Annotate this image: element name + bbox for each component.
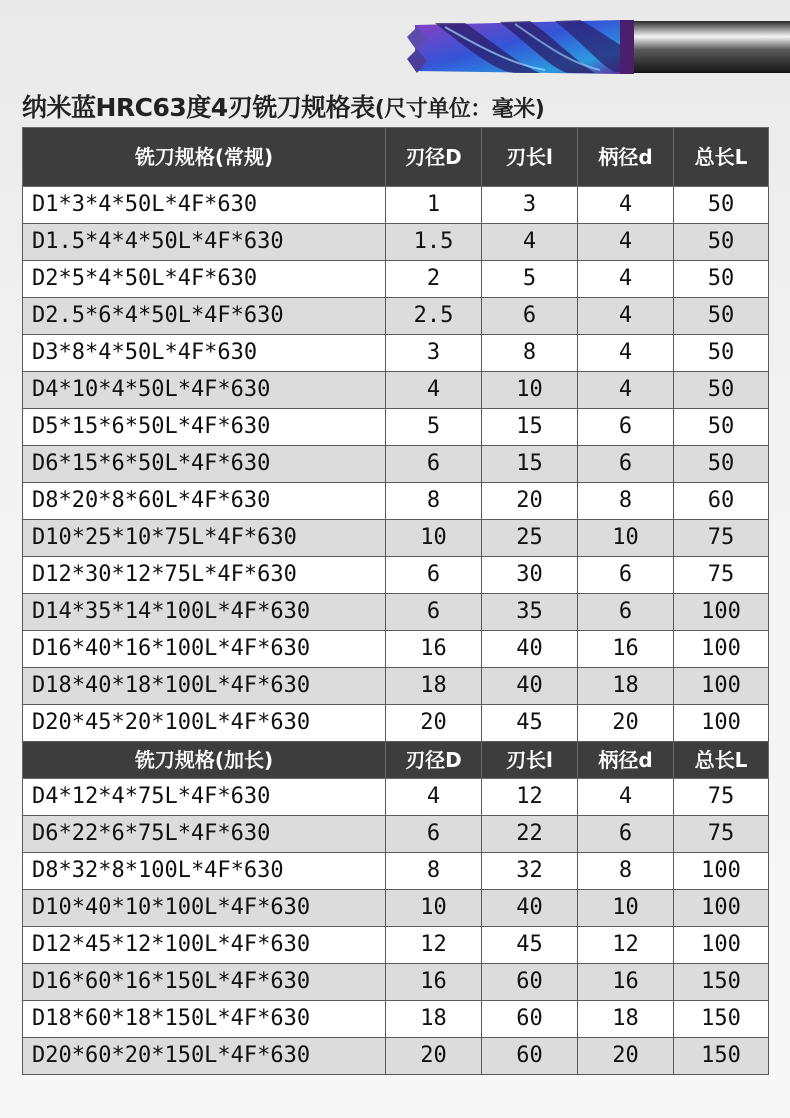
page-title <box>22 88 782 126</box>
cell-spec: D2*5*4*50L*4F*630 <box>23 261 386 298</box>
cell-blade-length: 60 <box>482 1001 578 1038</box>
cell-total-length: 100 <box>674 594 769 631</box>
cell-shank-diameter: 10 <box>578 520 674 557</box>
table-row <box>23 1001 769 1038</box>
cell-total-length: 50 <box>674 409 769 446</box>
cell-spec: D12*45*12*100L*4F*630 <box>23 927 386 964</box>
cell-spec: D18*40*18*100L*4F*630 <box>23 668 386 705</box>
table-row <box>23 1038 769 1075</box>
cell-blade-diameter: 20 <box>386 1038 482 1075</box>
cell-shank-diameter: 12 <box>578 927 674 964</box>
table-row <box>23 483 769 520</box>
cell-shank-diameter: 6 <box>578 594 674 631</box>
cell-blade-length: 10 <box>482 372 578 409</box>
cell-shank-diameter: 6 <box>578 557 674 594</box>
cell-total-length: 75 <box>674 816 769 853</box>
cell-total-length: 50 <box>674 335 769 372</box>
cell-total-length: 75 <box>674 557 769 594</box>
table-row <box>23 668 769 705</box>
cell-blade-length: 15 <box>482 409 578 446</box>
cell-shank-diameter: 8 <box>578 853 674 890</box>
header-blade-diameter: 刃径D <box>386 742 482 779</box>
cell-spec: D20*45*20*100L*4F*630 <box>23 705 386 742</box>
cell-total-length: 100 <box>674 668 769 705</box>
cell-total-length: 100 <box>674 853 769 890</box>
cell-blade-length: 60 <box>482 1038 578 1075</box>
cell-spec: D4*12*4*75L*4F*630 <box>23 779 386 816</box>
cell-blade-diameter: 6 <box>386 816 482 853</box>
cell-total-length: 100 <box>674 631 769 668</box>
cell-shank-diameter: 18 <box>578 668 674 705</box>
header-total-length: 总长L <box>674 128 769 187</box>
cell-spec: D6*15*6*50L*4F*630 <box>23 446 386 483</box>
cell-shank-diameter: 6 <box>578 409 674 446</box>
cell-shank-diameter: 16 <box>578 631 674 668</box>
table-row <box>23 594 769 631</box>
cell-shank-diameter: 4 <box>578 187 674 224</box>
header-shank-diameter: 柄径d <box>578 128 674 187</box>
cell-blade-length: 45 <box>482 927 578 964</box>
table-row <box>23 409 769 446</box>
table-row <box>23 187 769 224</box>
cell-total-length: 50 <box>674 261 769 298</box>
table-row <box>23 372 769 409</box>
cell-shank-diameter: 18 <box>578 1001 674 1038</box>
spec-table <box>22 127 769 1075</box>
end-mill-cutter-image <box>405 15 790 79</box>
cell-blade-diameter: 8 <box>386 483 482 520</box>
cell-spec: D1*3*4*50L*4F*630 <box>23 187 386 224</box>
table-row <box>23 853 769 890</box>
cell-spec: D20*60*20*150L*4F*630 <box>23 1038 386 1075</box>
cell-shank-diameter: 4 <box>578 298 674 335</box>
cell-blade-diameter: 2 <box>386 261 482 298</box>
cell-blade-length: 35 <box>482 594 578 631</box>
cell-blade-diameter: 1.5 <box>386 224 482 261</box>
cell-total-length: 75 <box>674 520 769 557</box>
table-row <box>23 298 769 335</box>
cell-shank-diameter: 4 <box>578 261 674 298</box>
cell-shank-diameter: 4 <box>578 779 674 816</box>
cell-blade-diameter: 6 <box>386 594 482 631</box>
cell-blade-length: 25 <box>482 520 578 557</box>
cell-spec: D3*8*4*50L*4F*630 <box>23 335 386 372</box>
cell-blade-diameter: 8 <box>386 853 482 890</box>
cell-blade-diameter: 10 <box>386 890 482 927</box>
cell-spec: D16*40*16*100L*4F*630 <box>23 631 386 668</box>
cell-blade-diameter: 4 <box>386 779 482 816</box>
cell-spec: D10*40*10*100L*4F*630 <box>23 890 386 927</box>
cell-blade-length: 4 <box>482 224 578 261</box>
table-row <box>23 705 769 742</box>
table-row <box>23 335 769 372</box>
cell-spec: D5*15*6*50L*4F*630 <box>23 409 386 446</box>
table-row <box>23 779 769 816</box>
table-row <box>23 261 769 298</box>
cell-blade-diameter: 16 <box>386 964 482 1001</box>
cell-spec: D2.5*6*4*50L*4F*630 <box>23 298 386 335</box>
cell-blade-diameter: 12 <box>386 927 482 964</box>
cell-blade-diameter: 10 <box>386 520 482 557</box>
cell-total-length: 100 <box>674 705 769 742</box>
table-row <box>23 927 769 964</box>
cell-blade-length: 20 <box>482 483 578 520</box>
cell-spec: D6*22*6*75L*4F*630 <box>23 816 386 853</box>
cell-blade-diameter: 6 <box>386 446 482 483</box>
cell-blade-length: 30 <box>482 557 578 594</box>
cell-blade-length: 8 <box>482 335 578 372</box>
cell-spec: D12*30*12*75L*4F*630 <box>23 557 386 594</box>
cell-total-length: 50 <box>674 298 769 335</box>
header-blade-length: 刃长l <box>482 742 578 779</box>
cell-total-length: 100 <box>674 927 769 964</box>
cell-blade-length: 5 <box>482 261 578 298</box>
cell-blade-diameter: 20 <box>386 705 482 742</box>
cell-spec: D1.5*4*4*50L*4F*630 <box>23 224 386 261</box>
cell-shank-diameter: 20 <box>578 1038 674 1075</box>
table-header-standard <box>23 128 769 187</box>
header-spec: 铣刀规格(加长) <box>23 742 386 779</box>
cell-total-length: 50 <box>674 446 769 483</box>
cell-spec: D10*25*10*75L*4F*630 <box>23 520 386 557</box>
cell-blade-length: 32 <box>482 853 578 890</box>
table-row <box>23 446 769 483</box>
cell-total-length: 150 <box>674 964 769 1001</box>
table-header-extended <box>23 742 769 779</box>
table-row <box>23 631 769 668</box>
cell-shank-diameter: 16 <box>578 964 674 1001</box>
cell-blade-diameter: 2.5 <box>386 298 482 335</box>
cell-spec: D8*20*8*60L*4F*630 <box>23 483 386 520</box>
cell-blade-diameter: 1 <box>386 187 482 224</box>
table-row <box>23 557 769 594</box>
cell-blade-length: 22 <box>482 816 578 853</box>
cell-total-length: 150 <box>674 1001 769 1038</box>
cell-total-length: 50 <box>674 187 769 224</box>
cell-shank-diameter: 6 <box>578 446 674 483</box>
cell-blade-length: 12 <box>482 779 578 816</box>
table-row <box>23 224 769 261</box>
cell-shank-diameter: 10 <box>578 890 674 927</box>
cell-total-length: 50 <box>674 372 769 409</box>
table-row <box>23 520 769 557</box>
cell-blade-length: 40 <box>482 890 578 927</box>
header-total-length: 总长L <box>674 742 769 779</box>
cell-spec: D16*60*16*150L*4F*630 <box>23 964 386 1001</box>
cell-total-length: 50 <box>674 224 769 261</box>
cell-shank-diameter: 4 <box>578 335 674 372</box>
table-row <box>23 964 769 1001</box>
cell-spec: D4*10*4*50L*4F*630 <box>23 372 386 409</box>
cell-blade-length: 45 <box>482 705 578 742</box>
cell-spec: D18*60*18*150L*4F*630 <box>23 1001 386 1038</box>
cell-shank-diameter: 6 <box>578 816 674 853</box>
cell-spec: D14*35*14*100L*4F*630 <box>23 594 386 631</box>
title-unit: (尺寸单位：毫米) <box>374 97 545 122</box>
cell-blade-diameter: 16 <box>386 631 482 668</box>
cell-shank-diameter: 20 <box>578 705 674 742</box>
cell-blade-length: 6 <box>482 298 578 335</box>
cell-blade-diameter: 5 <box>386 409 482 446</box>
table-row <box>23 890 769 927</box>
title-main: 纳米蓝HRC63度4刃铣刀规格表 <box>22 93 375 122</box>
cell-blade-diameter: 4 <box>386 372 482 409</box>
cell-blade-length: 40 <box>482 668 578 705</box>
header-blade-length: 刃长l <box>482 128 578 187</box>
header-spec: 铣刀规格(常规) <box>23 128 386 187</box>
cell-total-length: 60 <box>674 483 769 520</box>
cell-blade-diameter: 18 <box>386 1001 482 1038</box>
header-blade-diameter: 刃径D <box>386 128 482 187</box>
cell-total-length: 100 <box>674 890 769 927</box>
cell-blade-length: 3 <box>482 187 578 224</box>
cell-blade-diameter: 6 <box>386 557 482 594</box>
cell-total-length: 150 <box>674 1038 769 1075</box>
cell-total-length: 75 <box>674 779 769 816</box>
cell-blade-length: 60 <box>482 964 578 1001</box>
cell-blade-diameter: 18 <box>386 668 482 705</box>
header-shank-diameter: 柄径d <box>578 742 674 779</box>
cell-blade-length: 15 <box>482 446 578 483</box>
table-row <box>23 816 769 853</box>
cell-spec: D8*32*8*100L*4F*630 <box>23 853 386 890</box>
cell-shank-diameter: 4 <box>578 224 674 261</box>
cell-shank-diameter: 4 <box>578 372 674 409</box>
cell-blade-length: 40 <box>482 631 578 668</box>
cell-blade-diameter: 3 <box>386 335 482 372</box>
cell-shank-diameter: 8 <box>578 483 674 520</box>
